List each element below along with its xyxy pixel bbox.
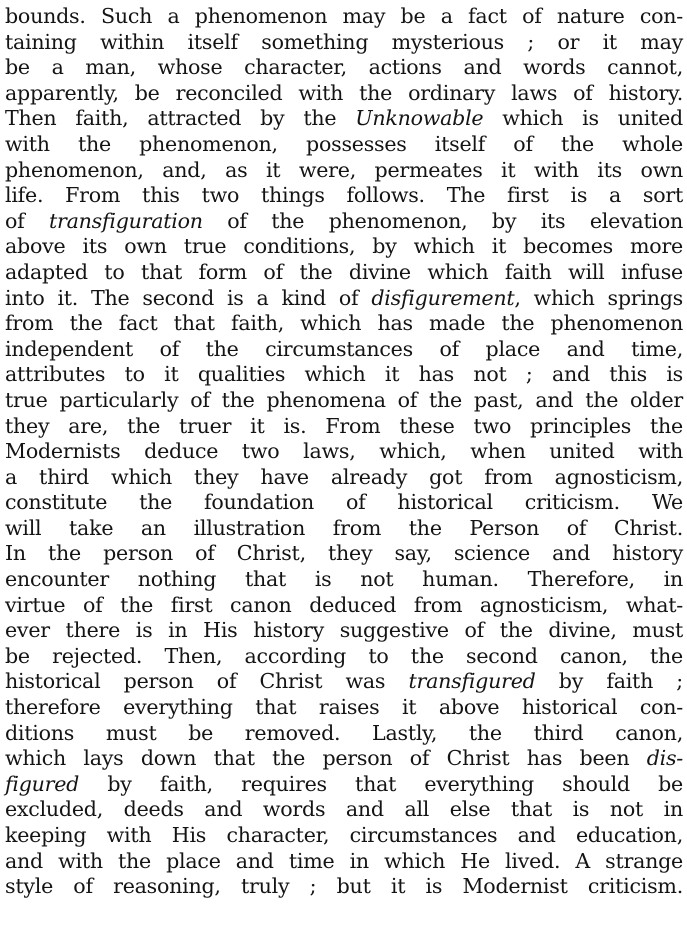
text-line: apparently, be reconciled with the ordinary laws of history.: [5, 80, 683, 105]
text-line: attributes to it qualities which it has not ; and this is: [5, 362, 683, 387]
text-line: keeping with His character, circumstances and education,: [5, 823, 683, 847]
text-line: encounter nothing that is not human. Therefore, in: [5, 567, 683, 592]
text-line: which lays down that the person of Christ has been dis-: [5, 746, 683, 771]
text-line: In the person of Christ, they say, science and history: [5, 541, 683, 566]
text-line: excluded, deeds and words and all else that is not in: [5, 797, 683, 822]
italic-term-disfigurement: disfigurement: [371, 285, 515, 310]
text-line: adapted to that form of the divine which faith will infuse: [5, 259, 683, 284]
text-line: will take an illustration from the Person of Christ.: [5, 515, 683, 540]
text-line: phenomenon, and, as it were, permeates it with its own: [5, 157, 683, 182]
text-line: true particularly of the phenomena of the past, and the older: [5, 387, 683, 412]
text-line: be a man, whose character, actions and words cannot,: [5, 55, 683, 80]
text-line: they are, the truer it is. From these two principles the: [5, 413, 683, 438]
italic-term-transfigured: transfigured: [408, 669, 536, 694]
document-page: [5, 4, 683, 900]
text-line: Modernists deduce two laws, which, when united with: [5, 439, 683, 464]
text-line: ever there is in His history suggestive of the divine, must: [5, 618, 683, 643]
text-line: with the phenomenon, possesses itself of the whole: [5, 131, 683, 156]
text-line: and with the place and time in which He lived. A strange: [5, 848, 683, 873]
italic-term-figured: figured: [5, 771, 80, 796]
text-line: from the fact that faith, which has made the phenomenon: [5, 311, 683, 336]
text-line: independent of the circumstances of place and time,: [5, 336, 683, 361]
text-line: historical person of Christ was transfigured by faith ;: [5, 669, 683, 694]
italic-term-unknowable: Unknowable: [355, 106, 484, 131]
text-line: taining within itself something mysterious ; or it may: [5, 29, 683, 54]
text-line: Then faith, attracted by the Unknowable which is united: [5, 106, 683, 131]
text-line: virtue of the first canon deduced from agnosticism, what-: [5, 592, 683, 617]
text-line: be rejected. Then, according to the second canon, the: [5, 643, 683, 668]
text-line: figured by faith, requires that everything should be: [5, 771, 683, 796]
italic-term-transfiguration: transfiguration: [49, 208, 203, 233]
text-line: into it. The second is a kind of disfigurement, which springs: [5, 285, 684, 310]
text-line: ditions must be removed. Lastly, the third canon,: [5, 720, 683, 745]
text-line: bounds. Such a phenomenon may be a fact of nature con-: [5, 4, 683, 28]
text-line: of transfiguration of the phenomenon, by its elevation: [5, 208, 683, 233]
text-line: a third which they have already got from agnosticism,: [5, 464, 683, 489]
text-line: above its own true conditions, by which it becomes more: [5, 234, 683, 259]
text-line: constitute the foundation of historical criticism. We: [5, 490, 683, 515]
text-line: style of reasoning, truly ; but it is Modernist criticism.: [5, 874, 683, 899]
text-line: life. From this two things follows. The first is a sort: [5, 183, 683, 208]
italic-term-dis: dis-: [646, 746, 683, 771]
text-line: therefore everything that raises it above historical con-: [5, 695, 683, 720]
